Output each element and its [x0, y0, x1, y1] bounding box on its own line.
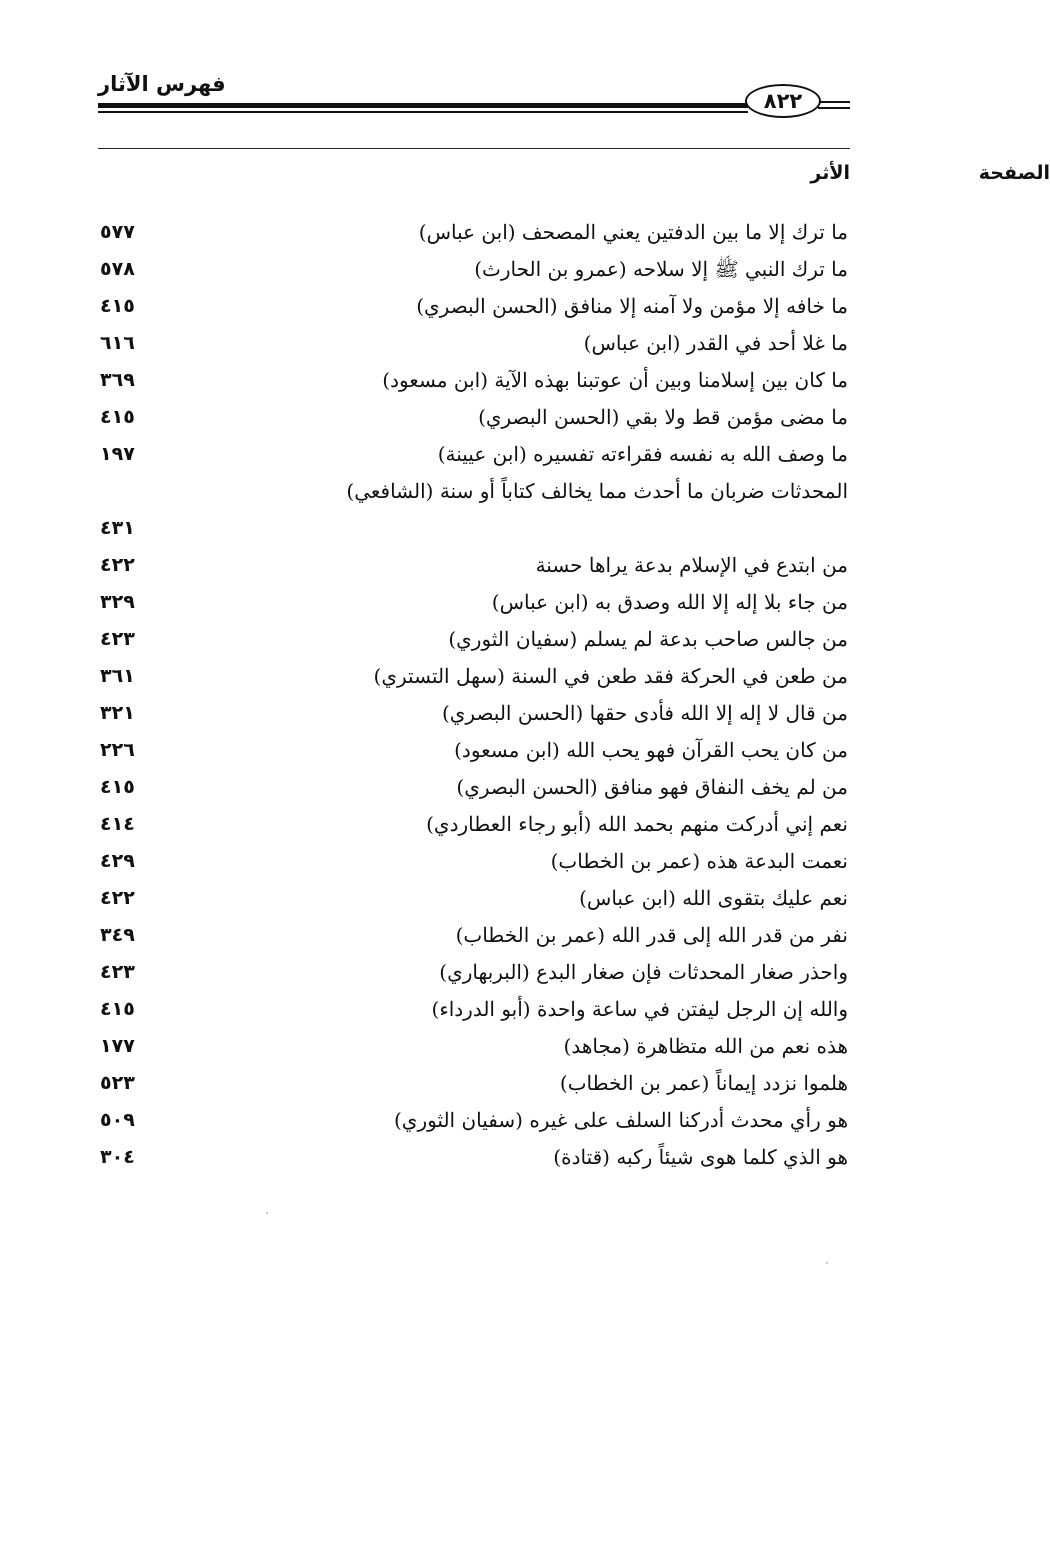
page-reference: ٤٣١	[100, 517, 135, 539]
page-reference: ٤١٥	[100, 776, 135, 798]
index-row	[98, 843, 850, 880]
page-reference: ٣٢٩	[100, 591, 135, 613]
header-rule-tail	[818, 107, 850, 109]
entry-text: من ابتدع في الإسلام بدعة يراها حسنة	[535, 553, 848, 577]
entry-text: من جالس صاحب بدعة لم يسلم (سفيان الثوري)	[448, 627, 848, 651]
page-reference: ٤٢٣	[100, 628, 135, 650]
index-row	[98, 214, 850, 251]
entry-text: نعم إني أدركت منهم بحمد الله (أبو رجاء العطاردي)	[426, 812, 848, 836]
entry-column-header: الأثر	[810, 162, 850, 184]
index-row	[98, 547, 850, 584]
entry-text: من طعن في الحركة فقد طعن في السنة (سهل التستري)	[373, 664, 848, 688]
scan-speck	[266, 1212, 268, 1214]
entry-text: هو رأي محدث أدركنا السلف على غيره (سفيان الثوري)	[393, 1108, 848, 1132]
index-row	[98, 473, 850, 547]
entry-text: نعم عليك بتقوى الله (ابن عباس)	[579, 886, 848, 910]
page-reference: ١٩٧	[100, 443, 135, 465]
page-reference: ٤٢٢	[100, 887, 135, 909]
entry-text: من كان يحب القرآن فهو يحب الله (ابن مسعود)	[454, 738, 848, 762]
entry-text: ما كان بين إسلامنا وبين أن عوتبنا بهذه الآية (ابن مسعود)	[382, 368, 848, 392]
header-rule-thick	[98, 103, 748, 108]
index-row	[98, 1102, 850, 1139]
index-list	[98, 214, 850, 1176]
index-row	[98, 288, 850, 325]
page-reference: ٣٠٤	[100, 1146, 135, 1168]
index-row	[98, 954, 850, 991]
index-row	[98, 1139, 850, 1176]
entry-text: ما ترك النبي ﷺ إلا سلاحه (عمرو بن الحارث)	[474, 257, 848, 281]
page-reference: ٤١٤	[100, 813, 135, 835]
entry-text: نفر من قدر الله إلى قدر الله (عمر بن الخطاب)	[455, 923, 848, 947]
entry-text: ما مضى مؤمن قط ولا بقي (الحسن البصري)	[478, 405, 848, 429]
index-row	[98, 695, 850, 732]
entry-text: من قال لا إله إلا الله فأدى حقها (الحسن البصري)	[441, 701, 848, 725]
index-row	[98, 732, 850, 769]
page-reference: ٤١٥	[100, 998, 135, 1020]
running-title: فهرس الآثار	[98, 72, 226, 96]
index-row	[98, 251, 850, 288]
index-row	[98, 584, 850, 621]
page-column-header: الصفحة	[978, 162, 1050, 184]
entry-text: هو الذي كلما هوى شيئاً ركبه (قتادة)	[553, 1145, 848, 1169]
index-row	[98, 362, 850, 399]
page-number: ٨٢٢	[763, 89, 803, 113]
index-row	[98, 436, 850, 473]
page-reference: ٤١٥	[100, 295, 135, 317]
entry-text: من لم يخف النفاق فهو منافق (الحسن البصري)	[456, 775, 848, 799]
entry-text: والله إن الرجل ليفتن في ساعة واحدة (أبو الدرداء)	[431, 997, 848, 1021]
index-row	[98, 806, 850, 843]
page-reference: ٥٧٧	[100, 221, 135, 243]
index-row	[98, 621, 850, 658]
entry-text: من جاء بلا إله إلا الله وصدق به (ابن عباس)	[491, 590, 848, 614]
index-row	[98, 658, 850, 695]
page-reference: ٦١٦	[100, 332, 135, 354]
index-row	[98, 769, 850, 806]
page-reference: ٥٧٨	[100, 258, 135, 280]
page-reference: ٣٤٩	[100, 924, 135, 946]
entry-text: هلموا نزدد إيماناً (عمر بن الخطاب)	[559, 1071, 848, 1095]
page-reference: ٥٠٩	[100, 1109, 135, 1131]
entry-text: ما غلا أحد في القدر (ابن عباس)	[583, 331, 848, 355]
entry-text: ما خافه إلا مؤمن ولا آمنه إلا منافق (الحسن البصري)	[416, 294, 848, 318]
page-reference: ٢٢٦	[100, 739, 135, 761]
page-reference: ٤٢٩	[100, 850, 135, 872]
page-number-badge	[745, 84, 821, 118]
page-reference: ٣٦١	[100, 665, 135, 687]
scan-speck	[826, 1262, 828, 1264]
entry-text: نعمت البدعة هذه (عمر بن الخطاب)	[550, 849, 848, 873]
page-reference: ١٧٧	[100, 1035, 135, 1057]
index-row	[98, 325, 850, 362]
entry-text: واحذر صغار المحدثات فإن صغار البدع (البربهاري)	[439, 960, 848, 984]
page-reference: ٤٢٣	[100, 961, 135, 983]
index-row	[98, 917, 850, 954]
header-rule-thin	[98, 111, 748, 113]
entry-text: المحدثات ضربان ما أحدث مما يخالف كتاباً أو سنة (الشافعي)	[346, 479, 848, 503]
header-rule-tail	[818, 101, 850, 103]
page-reference: ٤٢٢	[100, 554, 135, 576]
columns-divider	[98, 148, 850, 149]
entry-text: هذه نعم من الله متظاهرة (مجاهد)	[563, 1034, 848, 1058]
index-row	[98, 1065, 850, 1102]
index-row	[98, 1028, 850, 1065]
index-row	[98, 399, 850, 436]
index-row	[98, 880, 850, 917]
page-reference: ٣٦٩	[100, 369, 135, 391]
index-row	[98, 991, 850, 1028]
page-reference: ٣٢١	[100, 702, 135, 724]
page-reference: ٤١٥	[100, 406, 135, 428]
entry-text: ما ترك إلا ما بين الدفتين يعني المصحف (ابن عباس)	[418, 220, 848, 244]
page-reference: ٥٢٣	[100, 1072, 135, 1094]
entry-text: ما وصف الله به نفسه فقراءته تفسيره (ابن عيينة)	[437, 442, 848, 466]
